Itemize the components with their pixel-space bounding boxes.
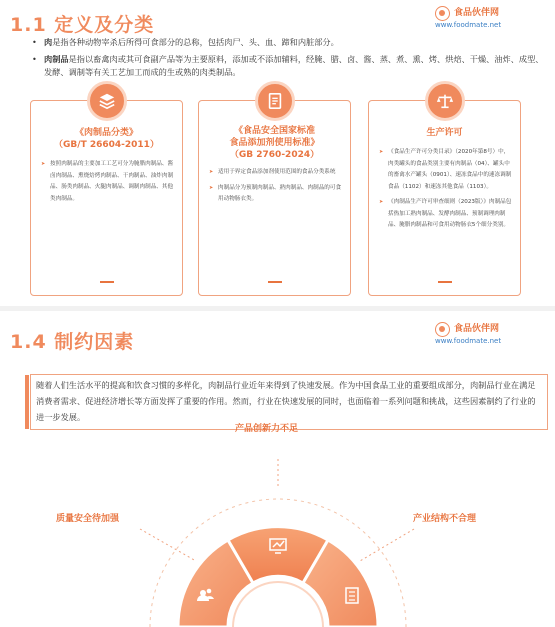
section-title: 1.1 定义及分类	[10, 14, 155, 36]
definition-bullets	[30, 36, 545, 83]
logo-name: 食品伙伴网	[454, 8, 500, 18]
bullet-meat-products: • 肉制品是指以畜禽肉或其可食副产品等为主要原料，添加或不添加辅料，经腌、腊、卤、酱、蒸、煮、熏、烤、烘焙、干燥、油炸、成型、发酵、调制等有关工艺加工而成的生或熟的肉类制品。	[30, 53, 545, 79]
logo-url: www.foodmate.net	[435, 337, 502, 345]
logo-url: www.foodmate.net	[435, 21, 502, 29]
logo-name: 食品伙伴网	[454, 324, 500, 334]
card-body: ➤ 适用于界定食品添加剂使用范围的食品分类系统 ➤ 肉制品分为预制肉制品、熟肉制品、肉制品的可食用动物肠衣类。	[209, 167, 342, 210]
slide-definition	[0, 0, 555, 306]
layers-icon	[87, 81, 127, 121]
factor-label-innovation: 产品创新力不足	[235, 424, 299, 434]
intro-paragraph: 随着人们生活水平的提高和饮食习惯的多样化，肉制品行业近年来得到了快速发展。作为中国食品工业的重要组成部分，肉制品行业在满足消费者需求、促进经济增长等方面发挥了重要的作用。然而，行业在快速发展的同时，也面临着一系列问题和挑战，这些因素制约了行业的进一步发展。	[30, 374, 548, 430]
card-production-license	[368, 100, 521, 296]
card-divider	[268, 281, 282, 283]
pointer-line-left	[140, 529, 196, 561]
bullet-meat: • 肉是指各种动物宰杀后所得可食部分的总称，包括肉尸、头、血、蹄和内脏部分。	[30, 36, 545, 49]
document-icon	[255, 81, 295, 121]
factor-label-quality: 质量安全待加强	[56, 514, 120, 524]
pointer-line-right	[360, 529, 414, 561]
card-body: ➤ 按照肉制品的主要加工工艺可分为腌腊肉制品、酱卤肉制品、熏烧焙烤肉制品、干肉制品、油炸肉制品、肠类肉制品、火腿肉制品、调制肉制品、其他类肉制品。	[41, 159, 174, 209]
logo-badge-icon	[435, 6, 450, 21]
card-body: ➤ 《食品生产许可分类目录》（2020年第8号）中，肉类罐头的食品类别主要有肉制品（04）、罐头中的畜禽水产罐头（0901）、速冻食品中的速冻调制食品（1102）和速冻其他食品（1103）。 ➤ 《肉制品生产许可审查细则（2023版）》肉制品包括热加工熟肉制品、发酵肉制品、预制调理肉制品、腌腊肉制品和可食用动物肠衣5个细分类别。	[379, 147, 512, 236]
card-meat-classification	[30, 100, 183, 296]
card-divider	[100, 281, 114, 283]
card-additive-standard	[198, 100, 351, 296]
section-title: 1.4 制约因素	[10, 331, 135, 353]
scale-icon	[425, 81, 465, 121]
slide-constraints	[0, 311, 555, 627]
card-title: 《肉制品分类》 （GB/T 26604-2011）	[54, 128, 159, 150]
constraint-fan-diagram	[0, 311, 555, 627]
card-divider	[438, 281, 452, 283]
foodmate-logo	[435, 5, 545, 29]
card-title: 生产许可	[426, 128, 463, 138]
card-title: 《食品安全国家标准 食品添加剂使用标准》 （GB 2760-2024）	[229, 126, 320, 160]
factor-label-structure: 产业结构不合理	[413, 514, 477, 524]
